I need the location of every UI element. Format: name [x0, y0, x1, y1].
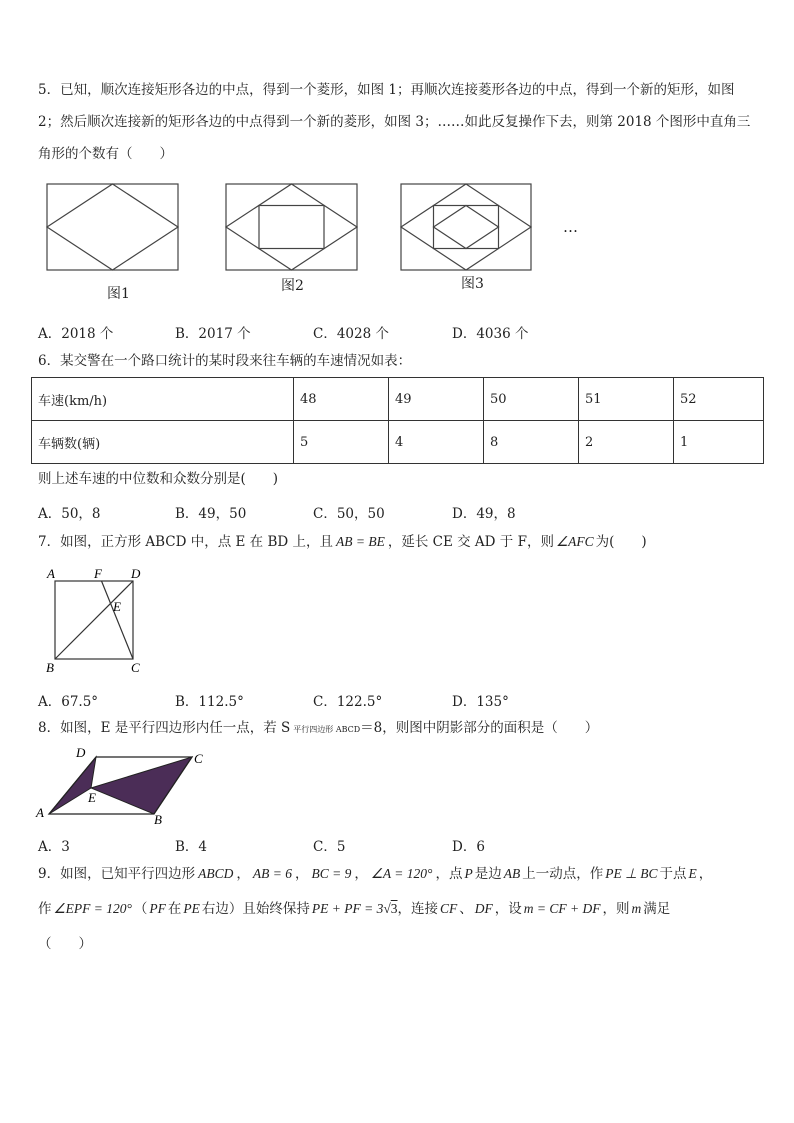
q9-text: 于点 [659, 866, 687, 882]
q9-math: ∠EPF = 120° [53, 901, 132, 916]
table-header: 车辆数(辆) [32, 421, 294, 464]
q9-math: ABCD [198, 866, 234, 881]
q9-text: 在 [167, 901, 182, 917]
q8-option-a[interactable]: A．3 [38, 839, 70, 855]
speed-table [31, 377, 764, 464]
q9-math: m = CF + DF [523, 901, 601, 916]
q7-label-e: E [113, 599, 121, 614]
q9-text: 上一动点，作 [522, 866, 604, 882]
figure-1-label: 图1 [107, 286, 130, 302]
q8-label-e: E [88, 790, 96, 805]
q6-option-b[interactable]: B．49，50 [175, 506, 247, 522]
q5-figures [40, 178, 590, 296]
q7-option-c[interactable]: C．122.5° [313, 694, 383, 710]
table-header: 车速(km/h) [32, 378, 294, 421]
q9-text: ，连接 [397, 901, 438, 917]
q5-line1: 5．已知，顺次连接矩形各边的中点，得到一个菱形，如图 1；再顺次连接菱形各边的中点，得到一个新的矩形，如图 [38, 82, 735, 98]
q8-option-c[interactable]: C．5 [313, 839, 346, 855]
q7-suffix: 为( ) [595, 534, 647, 550]
q9-math: m [631, 901, 642, 916]
q7-label-f: F [94, 566, 102, 581]
q9-text: 右边）且始终保持 [201, 901, 310, 917]
q9-text: ， [698, 866, 713, 882]
q9-text: 满足 [643, 901, 671, 917]
q8-label-b: B [154, 812, 162, 827]
q5-option-a[interactable]: A．2018 个 [38, 326, 114, 342]
q5-line3: 角形的个数有（ ） [38, 146, 173, 162]
q7-prefix: 7．如图，正方形 ABCD 中，点 E 在 BD 上，且 [38, 534, 334, 550]
q9-math: PE ⊥ BC [605, 866, 658, 881]
q9-line2 [38, 902, 670, 917]
q9-math: AB = 6 [252, 866, 292, 881]
q8-prefix: 8．如图，E 是平行四边形内任一点，若 S [38, 720, 291, 736]
figure-2 [226, 184, 357, 270]
q7-text [38, 535, 647, 550]
q8-option-d[interactable]: D．6 [452, 839, 485, 855]
q9-line3: （ ） [38, 936, 92, 952]
sqrt-sign: √3 [383, 901, 398, 916]
q9-math: CF [440, 901, 458, 916]
q9-math: PF [149, 901, 166, 916]
table-cell: 49 [389, 378, 484, 421]
q8-subscript: 平行四边形 ABCD [293, 725, 361, 734]
q5-option-b[interactable]: B．2017 个 [175, 326, 251, 342]
q5-option-c[interactable]: C．4028 个 [313, 326, 389, 342]
q9-text: ， [236, 866, 250, 882]
table-cell: 5 [294, 421, 389, 464]
q9-text: ， [294, 866, 309, 882]
q7-label-b: B [46, 660, 54, 675]
q7-label-c: C [131, 660, 140, 675]
q7-label-d: D [131, 566, 141, 581]
q9-math: PE + PF = 3 [311, 901, 384, 916]
sqrt-radicand: 3 [390, 901, 398, 916]
q5-option-d[interactable]: D．4036 个 [452, 326, 529, 342]
q9-math: BC = 9 [311, 866, 352, 881]
q9-text: ，设 [494, 901, 522, 917]
q7-math-angle: ∠AFC [555, 534, 594, 549]
q6-question: 则上述车速的中位数和众数分别是( ) [38, 471, 279, 487]
q9-text: ，点 [435, 866, 463, 882]
table-cell: 48 [294, 378, 389, 421]
q6-option-c[interactable]: C．50，50 [313, 506, 385, 522]
q7-math-ab-be: AB = BE [336, 534, 385, 549]
q9-text: 9．如图，已知平行四边形 [38, 866, 196, 882]
q8-label-a: A [36, 805, 44, 820]
q8-option-b[interactable]: B．4 [175, 839, 208, 855]
q9-math: ∠A = 120° [370, 866, 433, 881]
q9-math: DF [474, 901, 493, 916]
q7-option-d[interactable]: D．135° [452, 694, 509, 710]
table-cell: 4 [389, 421, 484, 464]
q9-line1 [38, 867, 712, 882]
figure-1 [47, 184, 178, 270]
table-cell: 51 [579, 378, 674, 421]
table-cell: 8 [484, 421, 579, 464]
q7-mid: ，延长 CE 交 AD 于 F，则 [387, 534, 554, 550]
table-row [32, 378, 764, 421]
q7-label-a: A [47, 566, 55, 581]
q8-figure [34, 745, 214, 830]
q8-label-c: C [194, 751, 203, 766]
q7-option-a[interactable]: A．67.5° [38, 694, 99, 710]
q6-option-a[interactable]: A．50，8 [38, 506, 101, 522]
figure-3 [401, 184, 531, 270]
ellipsis: … [563, 218, 578, 236]
table-cell: 1 [674, 421, 764, 464]
figure-2-label: 图2 [281, 278, 304, 294]
q9-text: 作 [38, 901, 52, 917]
q8-suffix: ＝8，则图中阴影部分的面积是（ ） [360, 720, 599, 736]
q9-math: P [464, 866, 473, 881]
q9-math: AB [503, 866, 521, 881]
q5-line2: 2；然后顺次连接新的矩形各边的中点得到一个新的菱形，如图 3；……如此反复操作下去，则第 2018 个图形中直角三 [38, 114, 751, 130]
q6-option-d[interactable]: D．49，8 [452, 506, 516, 522]
q9-text: ，则 [602, 901, 630, 917]
q7-figure [40, 562, 155, 680]
table-cell: 52 [674, 378, 764, 421]
table-cell: 50 [484, 378, 579, 421]
q9-text: （ [133, 901, 148, 917]
q9-text: 是边 [474, 866, 502, 882]
q8-label-d: D [76, 745, 86, 760]
q7-option-b[interactable]: B．112.5° [175, 694, 244, 710]
figure-3-label: 图3 [461, 276, 484, 292]
q6-text: 6．某交警在一个路口统计的某时段来往车辆的车速情况如表： [38, 353, 412, 369]
q9-text: ， [354, 866, 368, 882]
q9-math: PE [183, 901, 200, 916]
q8-text [38, 722, 598, 736]
table-cell: 2 [579, 421, 674, 464]
q9-math: E [688, 866, 697, 881]
table-row [32, 421, 764, 464]
shaded-triangle-right [91, 757, 192, 814]
q9-text: 、 [459, 901, 473, 917]
